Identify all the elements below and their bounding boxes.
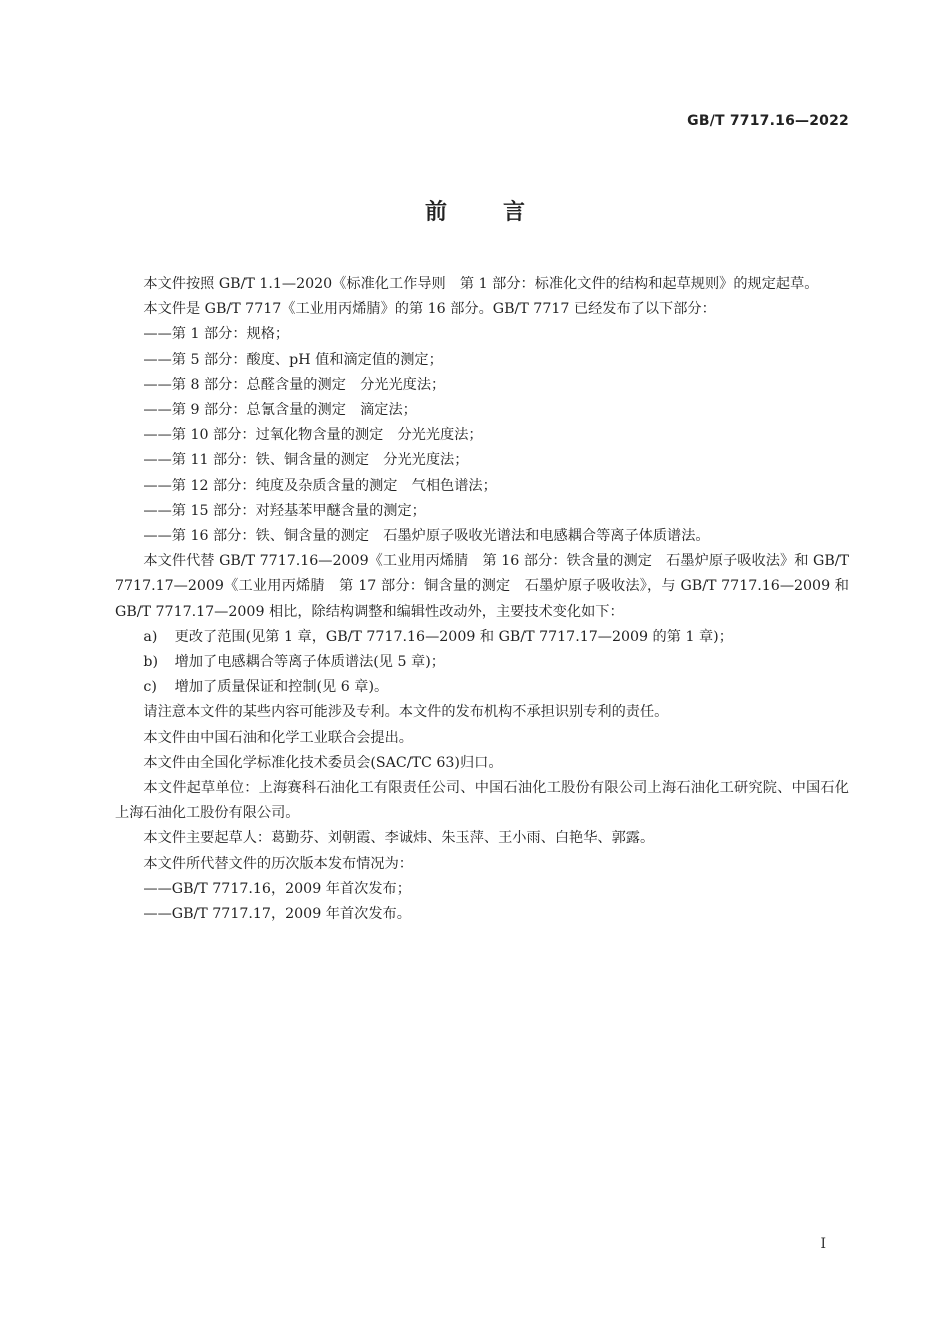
list-item-part: ——第 10 部分：过氧化物含量的测定 分光光度法； [143, 427, 483, 444]
list-item-change [115, 625, 849, 650]
list-item-text: 更改了范围(见第 1 章，GB/T 7717.16—2009 和 GB/T 7717.17—2009 的第 1 章)； [174, 628, 733, 645]
paragraph-proposer: 本文件由中国石油和化学工业联合会提出。 [143, 729, 413, 746]
page-number: I [820, 1236, 826, 1252]
page-title: 前言 [424, 200, 581, 225]
list-item-history: ——GB/T 7717.17，2009 年首次发布。 [143, 906, 411, 923]
list-item-part: ——第 16 部分：铁、铜含量的测定 石墨炉原子吸收光谱法和电感耦合等离子体质谱法。 [143, 528, 710, 545]
list-item-change [115, 675, 849, 700]
list-item-history: ——GB/T 7717.16，2009 年首次发布； [143, 880, 411, 897]
list-item-part: ——第 8 部分：总醛含量的测定 分光光度法； [143, 376, 446, 393]
paragraph-drafting-rules: 本文件按照 GB/T 1.1—2020《标准化工作导则 第 1 部分：标准化文件的结构和起草规则》的规定起草。 [143, 276, 819, 292]
list-marker: c) [143, 679, 157, 696]
list-item-part: ——第 1 部分：规格； [143, 326, 290, 343]
document-code: GB/T 7717.16—2022 [687, 113, 849, 129]
list-item-change [115, 650, 849, 675]
list-item-part: ——第 5 部分：酸度、pH 值和滴定值的测定； [143, 351, 443, 368]
document-body [115, 272, 849, 927]
list-item-text: 增加了电感耦合等离子体质谱法(见 5 章)； [174, 654, 445, 671]
paragraph-drafting-units: 本文件起草单位：上海赛科石油化工有限责任公司、中国石油化工股份有限公司上海石油化工研究院、中国石化上海石油化工股份有限公司。 [115, 780, 849, 822]
list-item-part: ——第 9 部分：总氰含量的测定 滴定法； [143, 402, 417, 419]
paragraph-series-intro: 本文件是 GB/T 7717《工业用丙烯腈》的第 16 部分。GB/T 7717 已经发布了以下部分： [143, 301, 716, 318]
list-item-part: ——第 11 部分：铁、铜含量的测定 分光光度法； [143, 452, 469, 469]
paragraph-patent-notice: 请注意本文件的某些内容可能涉及专利。本文件的发布机构不承担识别专利的责任。 [143, 704, 669, 721]
list-marker: b) [143, 654, 159, 671]
paragraph-committee: 本文件由全国化学标准化技术委员会(SAC/TC 63)归口。 [143, 754, 503, 771]
list-item-text: 增加了质量保证和控制(见 6 章)。 [174, 679, 389, 696]
paragraph-replacement: 本文件代替 GB/T 7717.16—2009《工业用丙烯腈 第 16 部分：铁含量的测定 石墨炉原子吸收法》和 GB/T 7717.17—2009《工业用丙烯腈 第 17 部分：铜含量的测定 石墨炉原子吸收法》，与 GB/T 7717.16—2009 和 GB/T 7717.17—2009 相比，除结构调整和编辑性改动外，主要技术变化如下： [115, 553, 849, 620]
list-item-part: ——第 15 部分：对羟基苯甲醚含量的测定； [143, 502, 426, 519]
paragraph-drafters: 本文件主要起草人：葛勤芬、刘朝霞、李诚炜、朱玉萍、王小雨、白艳华、郭露。 [143, 830, 655, 847]
paragraph-history-intro: 本文件所代替文件的历次版本发布情况为： [143, 855, 413, 872]
list-marker: a) [143, 628, 158, 645]
list-item-part: ——第 12 部分：纯度及杂质含量的测定 气相色谱法； [143, 477, 497, 494]
